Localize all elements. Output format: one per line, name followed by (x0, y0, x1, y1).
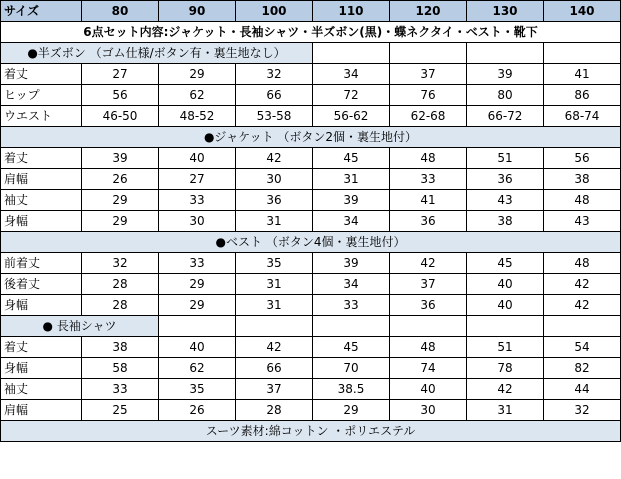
value-cell: 62-68 (390, 106, 467, 127)
value-cell: 28 (82, 274, 159, 295)
value-cell: 40 (467, 274, 544, 295)
value-cell: 37 (236, 379, 313, 400)
table-row (1, 106, 621, 127)
section-filler-cell (544, 316, 621, 337)
value-cell: 42 (467, 379, 544, 400)
row-label: 肩幅 (1, 400, 82, 421)
value-cell: 33 (390, 169, 467, 190)
value-cell: 34 (313, 274, 390, 295)
size-header-cell: 90 (159, 1, 236, 22)
value-cell: 66 (236, 85, 313, 106)
row-label: 前着丈 (1, 253, 82, 274)
table-row (1, 358, 621, 379)
value-cell: 48 (544, 190, 621, 211)
section-filler-cell (390, 43, 467, 64)
row-label: 肩幅 (1, 169, 82, 190)
value-cell: 35 (236, 253, 313, 274)
value-cell: 45 (467, 253, 544, 274)
value-cell: 78 (467, 358, 544, 379)
value-cell: 72 (313, 85, 390, 106)
value-cell: 42 (544, 274, 621, 295)
size-header-cell: 130 (467, 1, 544, 22)
section-filler-cell (236, 316, 313, 337)
section-filler-cell (467, 316, 544, 337)
value-cell: 30 (236, 169, 313, 190)
section-title: ●ジャケット （ボタン2個・裏生地付） (1, 127, 621, 148)
value-cell: 29 (159, 274, 236, 295)
value-cell: 40 (390, 379, 467, 400)
size-header-label: サイズ (1, 1, 82, 22)
value-cell: 48 (544, 253, 621, 274)
value-cell: 48-52 (159, 106, 236, 127)
value-cell: 56 (544, 148, 621, 169)
value-cell: 74 (390, 358, 467, 379)
value-cell: 48 (390, 148, 467, 169)
value-cell: 56-62 (313, 106, 390, 127)
value-cell: 44 (544, 379, 621, 400)
row-label: 着丈 (1, 148, 82, 169)
set-contents-text: 6点セット内容:ジャケット・長袖シャツ・半ズボン(黒)・蝶ネクタイ・ベスト・靴下 (1, 22, 621, 43)
value-cell: 28 (82, 295, 159, 316)
table-row (1, 337, 621, 358)
value-cell: 31 (236, 274, 313, 295)
value-cell: 45 (313, 337, 390, 358)
value-cell: 35 (159, 379, 236, 400)
table-row (1, 400, 621, 421)
value-cell: 30 (390, 400, 467, 421)
value-cell: 29 (159, 295, 236, 316)
table-row (1, 253, 621, 274)
value-cell: 27 (82, 64, 159, 85)
value-cell: 33 (313, 295, 390, 316)
section-header-shorts (1, 43, 621, 64)
size-header-cell: 110 (313, 1, 390, 22)
value-cell: 41 (390, 190, 467, 211)
section-header-jacket (1, 127, 621, 148)
value-cell: 37 (390, 274, 467, 295)
value-cell: 76 (390, 85, 467, 106)
value-cell: 40 (159, 337, 236, 358)
row-label: 袖丈 (1, 379, 82, 400)
set-contents-row (1, 22, 621, 43)
row-label: ウエスト (1, 106, 82, 127)
section-filler-cell (159, 316, 236, 337)
table-row (1, 211, 621, 232)
size-header-cell: 80 (82, 1, 159, 22)
value-cell: 42 (390, 253, 467, 274)
value-cell: 66 (236, 358, 313, 379)
size-header-cell: 120 (390, 1, 467, 22)
section-filler-cell (467, 43, 544, 64)
value-cell: 41 (544, 64, 621, 85)
section-title: ●半ズボン （ゴム仕様/ボタン有・裏生地なし） (1, 43, 313, 64)
value-cell: 36 (390, 295, 467, 316)
value-cell: 29 (82, 190, 159, 211)
value-cell: 36 (390, 211, 467, 232)
header-row (1, 1, 621, 22)
value-cell: 80 (467, 85, 544, 106)
value-cell: 31 (236, 211, 313, 232)
value-cell: 32 (82, 253, 159, 274)
value-cell: 86 (544, 85, 621, 106)
value-cell: 30 (159, 211, 236, 232)
table-row (1, 295, 621, 316)
value-cell: 70 (313, 358, 390, 379)
value-cell: 29 (313, 400, 390, 421)
section-header-vest (1, 232, 621, 253)
value-cell: 28 (236, 400, 313, 421)
table-row (1, 169, 621, 190)
section-filler-cell (313, 316, 390, 337)
value-cell: 66-72 (467, 106, 544, 127)
value-cell: 38 (467, 211, 544, 232)
section-title: ● 長袖シャツ (1, 316, 159, 337)
value-cell: 38 (82, 337, 159, 358)
value-cell: 51 (467, 337, 544, 358)
value-cell: 82 (544, 358, 621, 379)
value-cell: 33 (159, 190, 236, 211)
value-cell: 42 (544, 295, 621, 316)
table-row (1, 85, 621, 106)
value-cell: 43 (467, 190, 544, 211)
value-cell: 31 (467, 400, 544, 421)
row-label: 身幅 (1, 295, 82, 316)
table-row (1, 274, 621, 295)
section-title: ●ベスト （ボタン4個・裏生地付） (1, 232, 621, 253)
row-label: 袖丈 (1, 190, 82, 211)
value-cell: 53-58 (236, 106, 313, 127)
row-label: 身幅 (1, 211, 82, 232)
footer-row (1, 421, 621, 442)
value-cell: 39 (313, 190, 390, 211)
value-cell: 36 (467, 169, 544, 190)
value-cell: 31 (313, 169, 390, 190)
row-label: 着丈 (1, 337, 82, 358)
value-cell: 38 (544, 169, 621, 190)
section-filler-cell (390, 316, 467, 337)
value-cell: 42 (236, 148, 313, 169)
table-row (1, 148, 621, 169)
value-cell: 29 (82, 211, 159, 232)
value-cell: 33 (159, 253, 236, 274)
row-label: 着丈 (1, 64, 82, 85)
value-cell: 39 (82, 148, 159, 169)
value-cell: 56 (82, 85, 159, 106)
value-cell: 39 (313, 253, 390, 274)
value-cell: 31 (236, 295, 313, 316)
row-label: 身幅 (1, 358, 82, 379)
value-cell: 37 (390, 64, 467, 85)
value-cell: 62 (159, 358, 236, 379)
value-cell: 40 (159, 148, 236, 169)
section-filler-cell (313, 43, 390, 64)
value-cell: 48 (390, 337, 467, 358)
row-label: ヒップ (1, 85, 82, 106)
table-row (1, 190, 621, 211)
table-row (1, 379, 621, 400)
value-cell: 32 (236, 64, 313, 85)
value-cell: 46-50 (82, 106, 159, 127)
value-cell: 36 (236, 190, 313, 211)
value-cell: 68-74 (544, 106, 621, 127)
value-cell: 40 (467, 295, 544, 316)
value-cell: 27 (159, 169, 236, 190)
section-header-shirt (1, 316, 621, 337)
value-cell: 45 (313, 148, 390, 169)
material-note: スーツ素材:綿コットン ・ポリエステル (1, 421, 621, 442)
value-cell: 43 (544, 211, 621, 232)
value-cell: 29 (159, 64, 236, 85)
value-cell: 62 (159, 85, 236, 106)
value-cell: 34 (313, 64, 390, 85)
value-cell: 25 (82, 400, 159, 421)
section-filler-cell (544, 43, 621, 64)
row-label: 後着丈 (1, 274, 82, 295)
value-cell: 32 (544, 400, 621, 421)
value-cell: 58 (82, 358, 159, 379)
value-cell: 42 (236, 337, 313, 358)
value-cell: 51 (467, 148, 544, 169)
value-cell: 39 (467, 64, 544, 85)
value-cell: 34 (313, 211, 390, 232)
value-cell: 33 (82, 379, 159, 400)
value-cell: 54 (544, 337, 621, 358)
value-cell: 38.5 (313, 379, 390, 400)
size-header-cell: 140 (544, 1, 621, 22)
value-cell: 26 (82, 169, 159, 190)
size-header-cell: 100 (236, 1, 313, 22)
table-row (1, 64, 621, 85)
value-cell: 26 (159, 400, 236, 421)
